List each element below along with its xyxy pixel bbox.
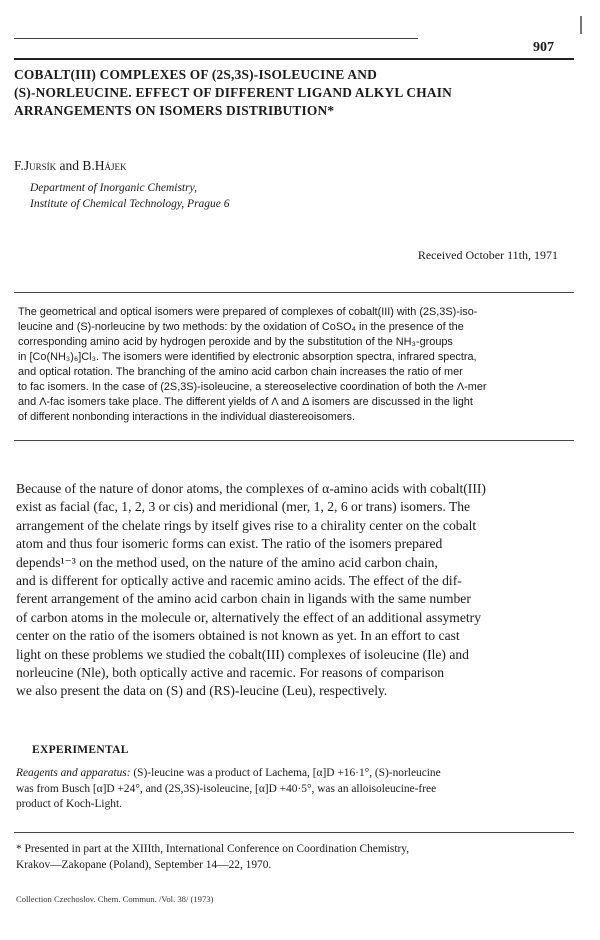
abstract-top-rule — [14, 292, 574, 293]
body-line: we also present the data on (S) and (RS)-leucine (Leu), respectively. — [16, 683, 388, 699]
footnote-line: * Presented in part at the XIIIth, International Conference on Coordination Chemistry, — [16, 843, 410, 855]
author-2-initial: B. — [82, 158, 95, 173]
reagents-text: (S)-leucine was a product of Lachema, [α]D +16·1°, (S)-norleucine — [130, 767, 441, 779]
abstract-line: of different nonbonding interactions in the individual diastereoisomers. — [18, 411, 356, 423]
reagents-line — [16, 766, 568, 782]
reagents-label: Reagents and apparatus: — [16, 767, 131, 779]
author-1-initial: F. — [14, 158, 24, 173]
affiliation-line: Department of Inorganic Chemistry, — [30, 182, 197, 194]
reagents-paragraph — [16, 766, 568, 813]
footnote-rule — [14, 832, 574, 833]
footnote — [16, 842, 568, 873]
abstract-line: corresponding amino acid by hydrogen peroxide and by the substitution of the NH₃-groups — [18, 336, 453, 348]
scan-artifact — [580, 16, 582, 34]
page-number: 907 — [533, 40, 554, 55]
author-conjunction: and — [59, 158, 79, 173]
abstract-line: to fac isomers. In the case of (2S,3S)-isoleucine, a stereoselective coordination of both the Λ-mer — [18, 381, 487, 393]
body-line: depends¹⁻³ on the method used, on the nature of the amino acid carbon chain, — [16, 554, 438, 570]
journal-citation: Collection Czechoslov. Chem. Commun. /Vol. 38/ (1973) — [16, 894, 214, 904]
body-line: ferent arrangement of the amino acid carbon chain in ligands with the same number — [16, 591, 471, 607]
abstract-line: in [Co(NH₃)₆]Cl₃. The isomers were identified by electronic absorption spectra, infrared spectra, — [18, 351, 477, 363]
abstract — [18, 305, 566, 425]
header-rule — [14, 38, 418, 39]
footnote-line: Krakov—Zakopane (Poland), September 14—22, 1970. — [16, 858, 272, 871]
section-heading-experimental: EXPERIMENTAL — [32, 744, 129, 756]
body-line: of carbon atoms in the molecule or, alternatively the effect of an additional assymetry — [16, 609, 482, 625]
body-line: light on these problems we studied the cobalt(III) complexes of isoleucine (Ile) and — [16, 646, 469, 662]
top-rule — [14, 58, 574, 60]
affiliation-line: Institute of Chemical Technology, Prague 6 — [30, 198, 230, 210]
body-line: norleucine (Nle), both optically active and racemic. For reasons of comparison — [16, 665, 445, 681]
authors — [14, 158, 126, 174]
received-date: Received October 11th, 1971 — [417, 248, 558, 262]
author-1-surname: Jursík — [23, 158, 57, 173]
author-2-surname: Hájek — [94, 158, 127, 173]
body-line: center on the ratio of the isomers obtained is not known as yet. In an effort to cast — [16, 628, 460, 644]
abstract-line: The geometrical and optical isomers were prepared of complexes of cobalt(III) with (2S,3S)-iso- — [18, 306, 478, 318]
body-line: Because of the nature of donor atoms, the complexes of α-amino acids with cobalt(III) — [16, 481, 486, 496]
body-line: exist as facial (fac, 1, 2, 3 or cis) and meridional (mer, 1, 2, 6 or trans) isomers. The — [16, 499, 471, 515]
article-title — [14, 66, 574, 120]
abstract-bottom-rule — [14, 440, 574, 441]
abstract-line: and optical rotation. The branching of the amino acid carbon chain increases the ratio of mer — [18, 366, 463, 378]
abstract-line: leucine and (S)-norleucine by two methods: by the oxidation of CoSO₄ in the presence of the — [18, 321, 464, 333]
abstract-line: and Λ-fac isomers take place. The different yields of Λ and Δ isomers are discussed in the light — [18, 396, 473, 408]
reagents-line: product of Koch-Light. — [16, 798, 122, 810]
body-line: atom and thus four isomeric forms can exist. The ratio of the isomers prepared — [16, 536, 443, 552]
body-line: arrangement of the chelate rings by itself gives rise to a chirality center on the cobalt — [16, 517, 477, 533]
introduction-paragraph — [16, 480, 568, 701]
title-line: ARRANGEMENTS ON ISOMERS DISTRIBUTION* — [14, 103, 335, 118]
title-line: (S)-NORLEUCINE. EFFECT OF DIFFERENT LIGAND ALKYL CHAIN — [14, 85, 452, 100]
title-line: COBALT(III) COMPLEXES OF (2S,3S)-ISOLEUCINE AND — [14, 67, 377, 82]
affiliation — [30, 180, 230, 212]
body-line: and is different for optically active and racemic amino acids. The effect of the dif- — [16, 573, 462, 589]
reagents-line: was from Busch [α]D +24°, and (2S,3S)-isoleucine, [α]D +40·5°, was an alloisoleucine-free — [16, 782, 437, 795]
